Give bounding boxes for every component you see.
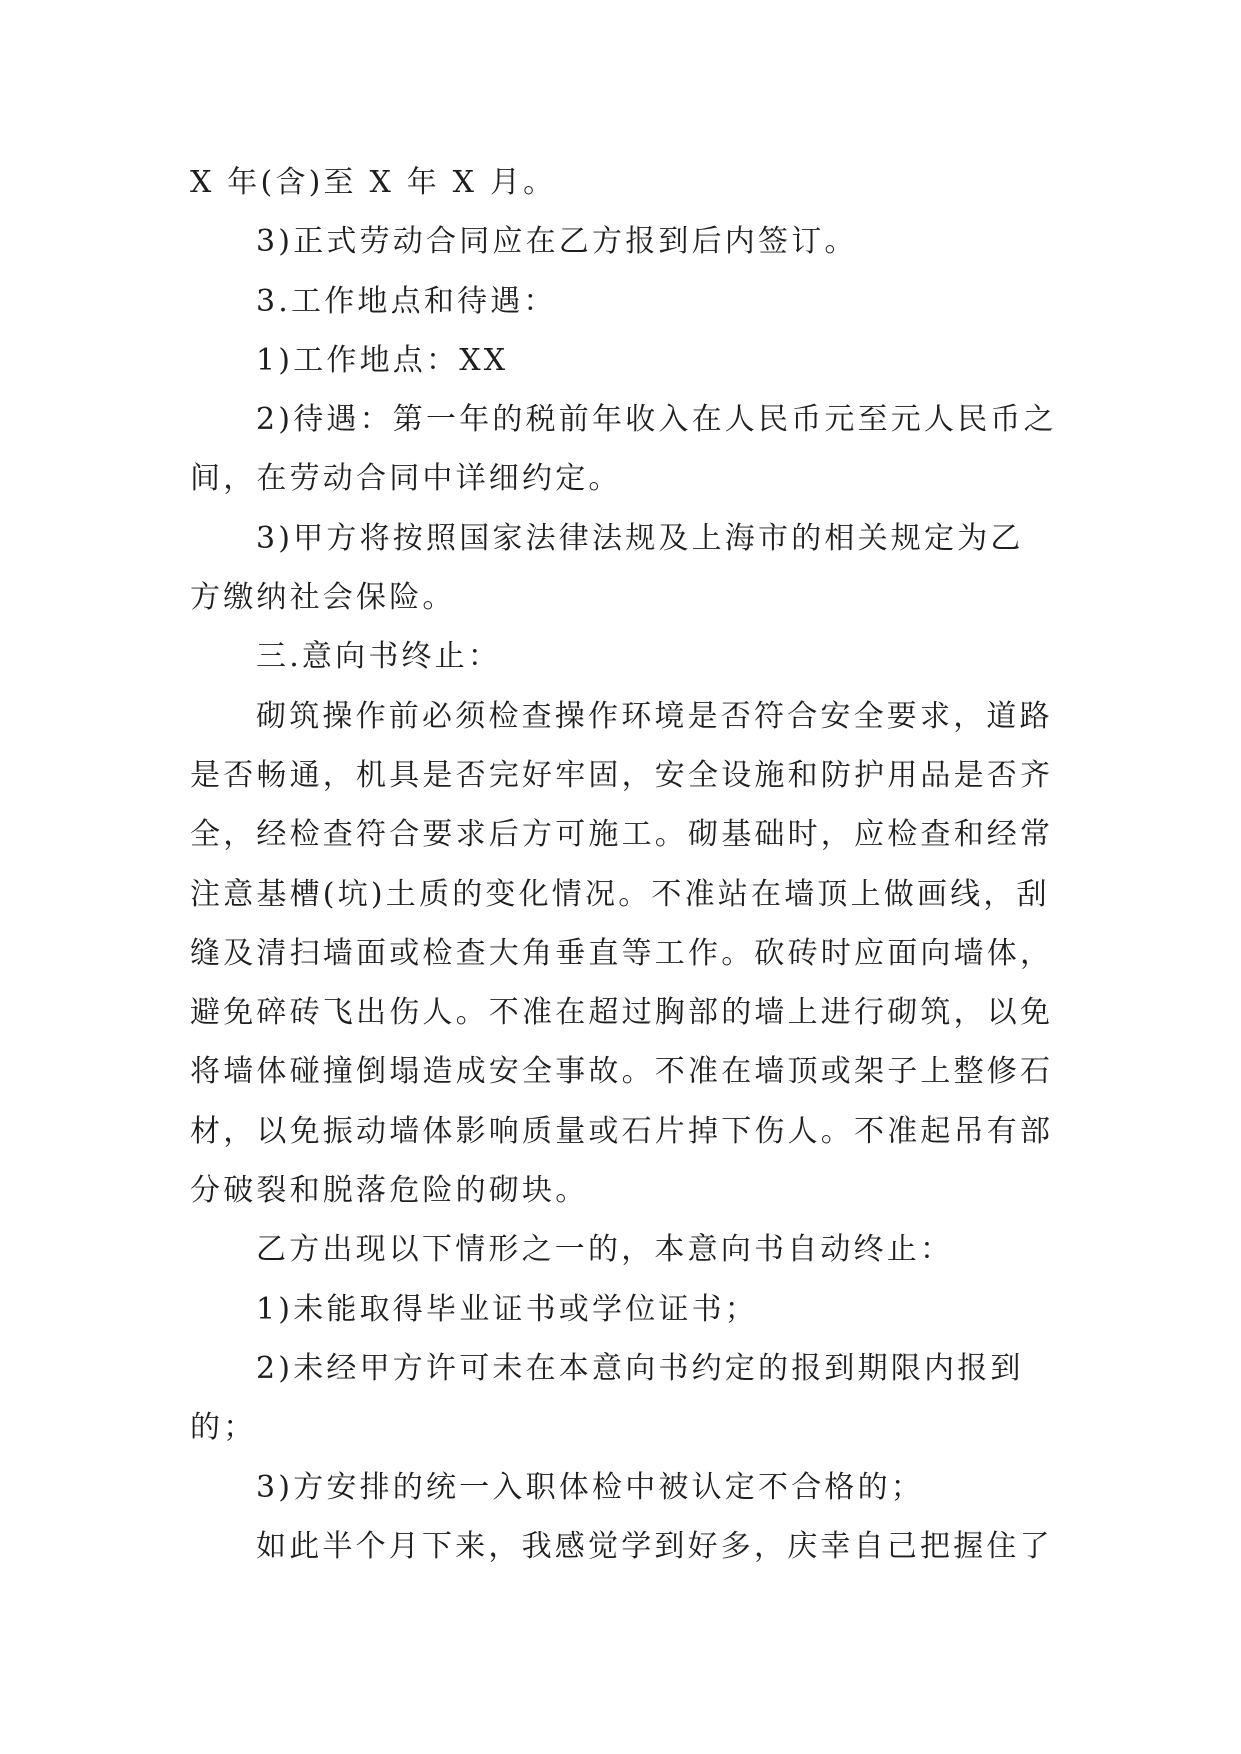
text-line: 全，经检查符合要求后方可施工。砌基础时，应检查和经常: [190, 817, 1054, 853]
text-line: 1)工作地点：XX: [256, 342, 509, 378]
text-line: 的；: [190, 1410, 257, 1446]
paragraph: [190, 509, 1090, 628]
section-heading: [190, 272, 1090, 331]
paragraph: [190, 390, 1090, 509]
text-line: 2)未经甲方许可未在本意向书约定的报到期限内报到: [256, 1350, 1024, 1386]
text-line: 避免碎砖飞出伤人。不准在超过胸部的墙上进行砌筑，以免: [190, 995, 1054, 1031]
text-line: 3)方安排的统一入职体检中被认定不合格的；: [256, 1469, 924, 1505]
section-heading: [190, 627, 1090, 686]
text-line: X 年(含)至 X 年 X 月。: [190, 165, 557, 200]
text-line: 缝及清扫墙面或检查大角垂直等工作。砍砖时应面向墙体，: [190, 935, 1054, 971]
text-line: 三.意向书终止：: [256, 639, 502, 675]
text-line: 注意基槽(坑)土质的变化情况。不准站在墙顶上做画线，刮: [190, 876, 1050, 912]
text-line: 3.工作地点和待遇：: [256, 283, 557, 319]
paragraph: [190, 212, 1090, 271]
text-line: 是否畅通，机具是否完好牢固，安全设施和防护用品是否齐: [190, 757, 1054, 793]
text-line: 3)正式劳动合同应在乙方报到后内签订。: [256, 224, 858, 260]
text-line: 方缴纳社会保险。: [190, 580, 456, 616]
paragraph: [190, 1517, 1090, 1576]
text-line: 砌筑操作前必须检查操作环境是否符合安全要求，道路: [256, 698, 1053, 734]
text-line: 材，以免振动墙体影响质量或石片掉下伤人。不准起吊有部: [190, 1113, 1054, 1149]
paragraph: [190, 1458, 1090, 1517]
body-text: [190, 153, 1090, 1576]
paragraph: [190, 687, 1090, 1221]
text-line: 分破裂和脱落危险的砌块。: [190, 1173, 589, 1209]
paragraph-continuation: [190, 153, 1090, 212]
paragraph: [190, 1220, 1090, 1279]
text-line: 间，在劳动合同中详细约定。: [190, 461, 622, 497]
paragraph: [190, 1280, 1090, 1339]
paragraph: [190, 1339, 1090, 1458]
text-line: 2)待遇：第一年的税前年收入在人民币元至元人民币之: [256, 402, 1057, 438]
paragraph: [190, 331, 1090, 390]
text-line: 3)甲方将按照国家法律法规及上海市的相关规定为乙: [256, 520, 1024, 556]
text-line: 如此半个月下来，我感觉学到好多，庆幸自己把握住了: [256, 1528, 1053, 1564]
text-line: 乙方出现以下情形之一的，本意向书自动终止：: [256, 1232, 954, 1268]
text-line: 将墙体碰撞倒塌造成安全事故。不准在墙顶或架子上整修石: [190, 1054, 1054, 1090]
text-line: 1)未能取得毕业证书或学位证书；: [256, 1291, 758, 1327]
